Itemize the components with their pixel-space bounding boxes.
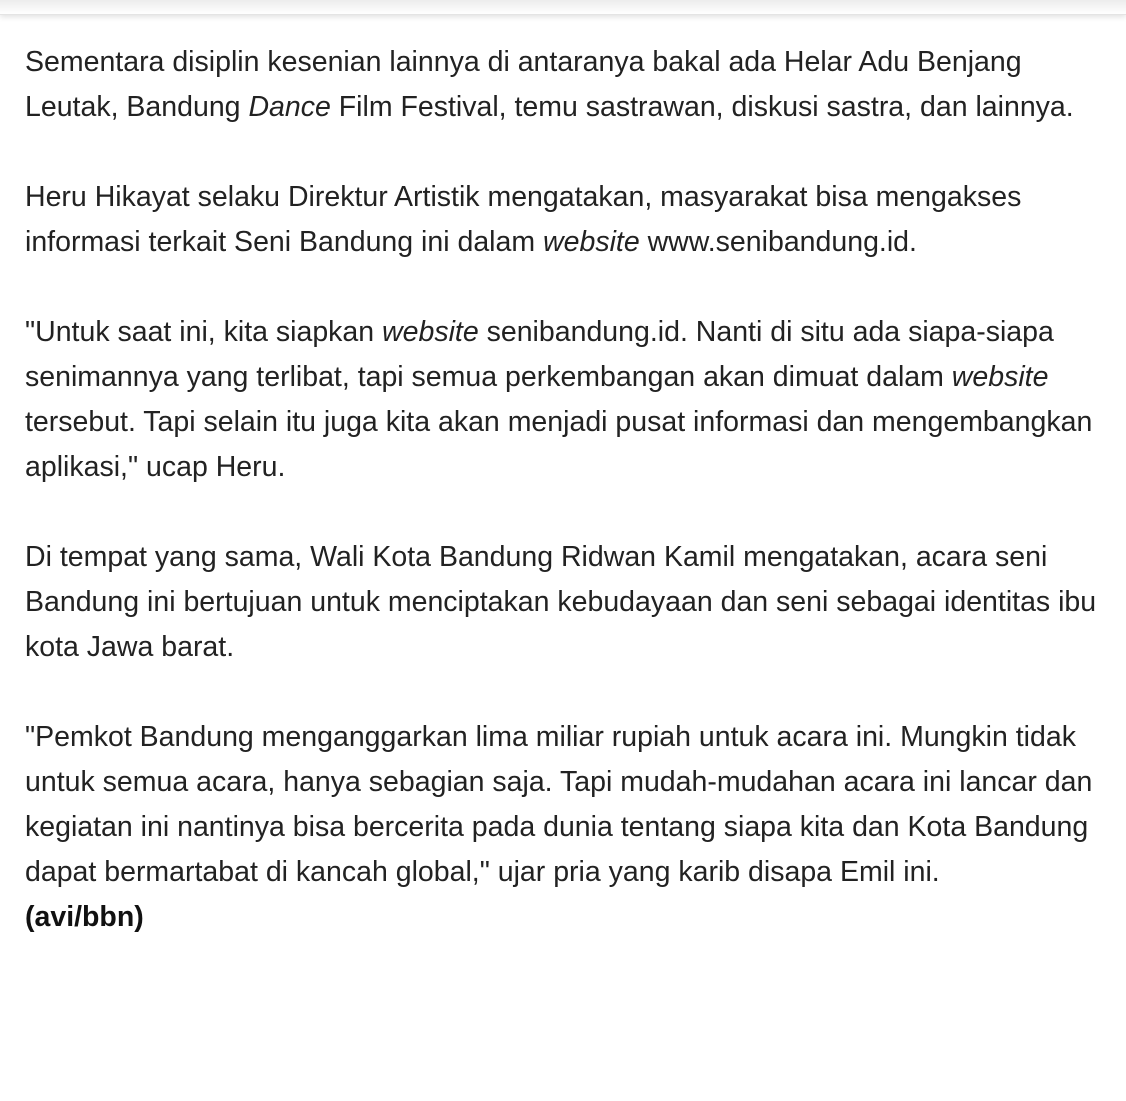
paragraph-3-italic-website-2: website [951, 361, 1049, 393]
paragraph-3-quote [25, 310, 1110, 490]
paragraph-1-text-a: Sementara disiplin kesenian lainnya di antaranya bakal ada Helar Adu Benjang Leutak, Bandung [25, 46, 1022, 123]
paragraph-3-italic-website-1: website [382, 316, 479, 348]
paragraph-5-quote: "Pemkot Bandung menganggarkan lima miliar rupiah untuk acara ini. Mungkin tidak untuk semua acara, hanya sebagian saja. Tapi mudah-mudahan acara ini lancar dan kegiatan ini nantinya bisa bercerita pada dunia tentang siapa kita dan Kota Bandung dapat bermartabat di kancah global," ujar pria yang karib disapa Emil ini. [25, 721, 1093, 888]
paragraph-1-text-b: Film Festival, temu sastrawan, diskusi sastra, dan lainnya. [330, 91, 1074, 123]
paragraph-2-text-a: Heru Hikayat selaku Direktur Artistik mengatakan, masyarakat bisa mengakses informasi terkait Seni Bandung ini dalam [25, 181, 1022, 258]
top-edge-shadow [0, 0, 1126, 15]
paragraph-2-text-b: www.senibandung.id. [639, 226, 917, 258]
paragraph-3-text-a: "Untuk saat ini, kita siapkan [25, 316, 383, 348]
author-credit: (avi/bbn) [25, 901, 144, 933]
paragraph-3-text-b: senibandung.id. Nanti di situ ada siapa-siapa senimannya yang terlibat, tapi semua perkembangan akan dimuat dalam [25, 316, 1054, 393]
paragraph-3-text-c: tersebut. Tapi selain itu juga kita akan menjadi pusat informasi dan mengembangkan aplikasi," ucap Heru. [25, 406, 1093, 483]
paragraph-1-italic-dance: Dance [248, 91, 331, 123]
paragraph-2 [25, 175, 1110, 265]
paragraph-4: Di tempat yang sama, Wali Kota Bandung Ridwan Kamil mengatakan, acara seni Bandung ini bertujuan untuk menciptakan kebudayaan dan seni sebagai identitas ibu kota Jawa barat. [25, 541, 1097, 663]
paragraph-1 [25, 40, 1110, 130]
paragraph-2-italic-website: website [543, 226, 640, 258]
article-body [25, 40, 1110, 940]
